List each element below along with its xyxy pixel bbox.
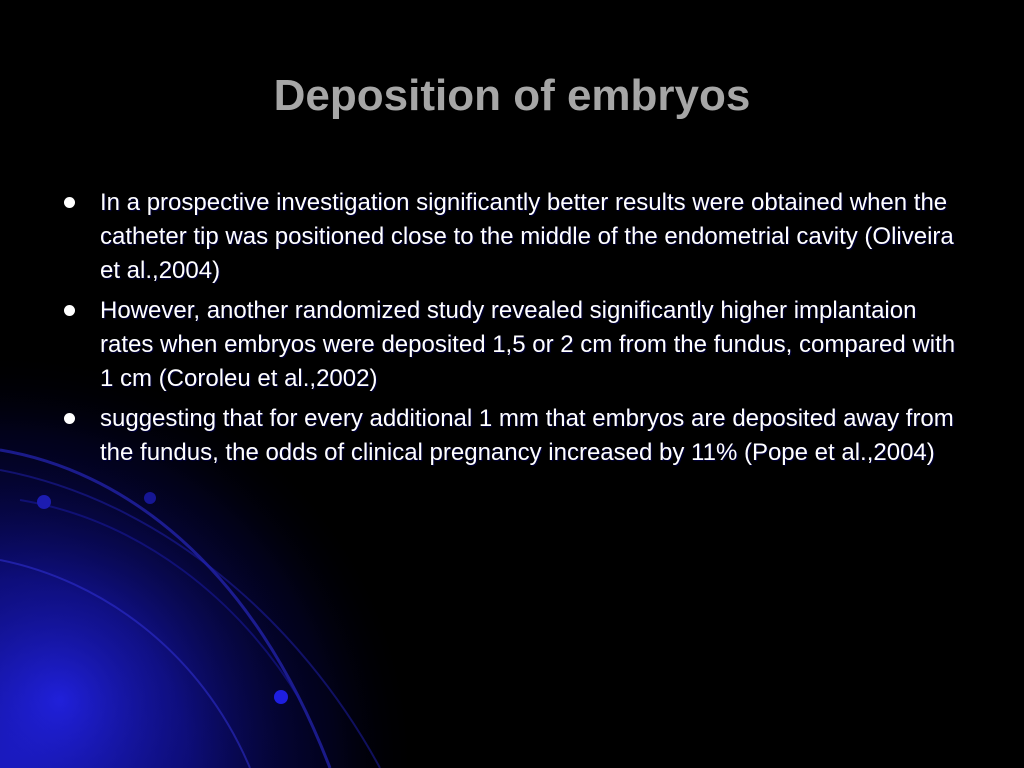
bullet-text: In a prospective investigation significantly better results were obtained when the catheter tip was positioned close to the middle of the endometrial cavity (Oliveira et al.,2004) xyxy=(100,189,954,284)
decorative-dot xyxy=(274,690,288,704)
bullet-item xyxy=(62,402,972,470)
bullet-text: However, another randomized study revealed significantly higher implantaion rates when embryos were deposited 1,5 or 2 cm from the fundus, compared with 1 cm (Coroleu et al.,2002) xyxy=(100,297,956,392)
decorative-dot xyxy=(37,495,51,509)
bullet-dot-icon xyxy=(64,305,75,316)
bullet-list xyxy=(62,186,972,476)
bullet-text: suggesting that for every additional 1 mm that embryos are deposited away from the fundus, the odds of clinical pregnancy increased by 11% (Pope et al.,2004) xyxy=(100,405,954,466)
slide-title: Deposition of embryos xyxy=(273,71,751,120)
bullet-dot-icon xyxy=(64,413,75,424)
decorative-dot xyxy=(144,492,156,504)
bullet-item xyxy=(62,186,972,288)
bullet-dot-icon xyxy=(64,197,75,208)
bullet-item xyxy=(62,294,972,396)
